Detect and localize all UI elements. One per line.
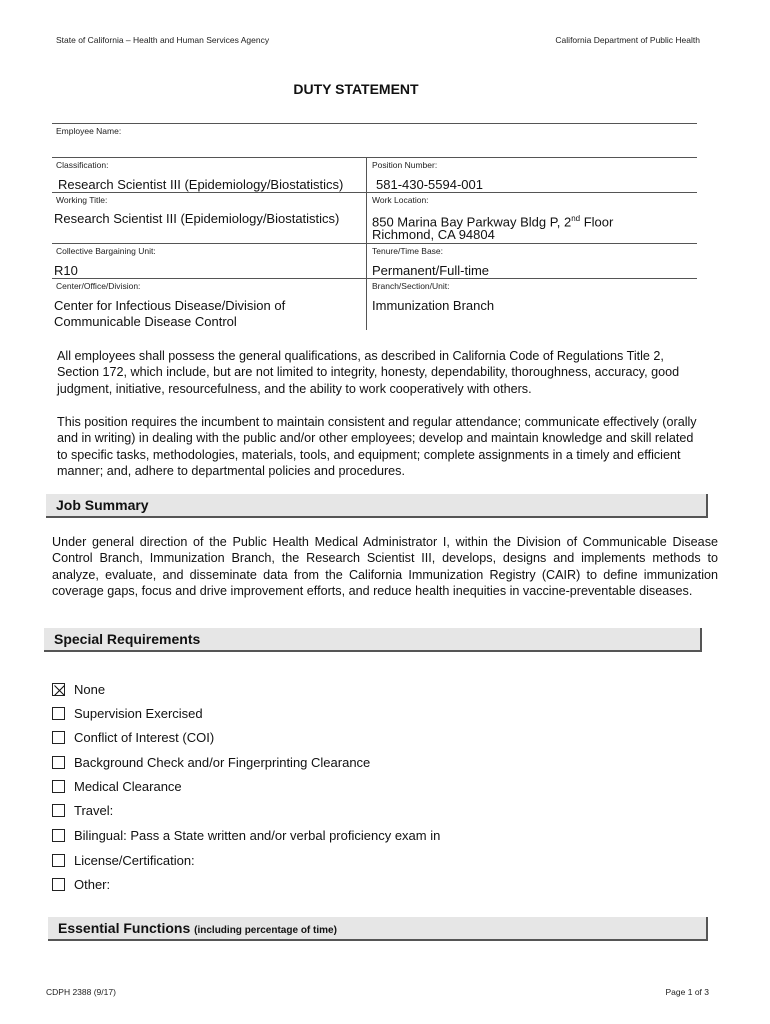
branch-value: Immunization Branch [372,298,495,313]
classification-label: Classification: [56,160,109,170]
checkbox-label: Supervision Exercised [74,705,203,721]
checkbox-unchecked-icon[interactable] [52,854,65,867]
checkbox-bilingual[interactable] [52,826,440,844]
checkbox-unchecked-icon[interactable] [52,707,65,720]
special-requirements-heading: Special Requirements [44,628,702,652]
checkbox-checked-icon[interactable] [52,683,65,696]
checkbox-label: Travel: [74,802,114,818]
checkbox-label: Conflict of Interest (COI) [74,729,215,745]
job-summary-text: Under general direction of the Public Health Medical Administrator I, within the Division of Communicable Disease Control Branch, Immunization Branch, the Research Scientist III, develops, designs and implements methods to analyze, evaluate, and disseminate data from the California Immunization Registry (CAIR) to define immunization coverage gaps, focus and drive improvement efforts, and reduce health inequities in vaccine-preventable diseases. [52,535,718,599]
checkbox-unchecked-icon[interactable] [52,756,65,769]
checkbox-travel[interactable] [52,801,113,819]
tenure-value: Permanent/Full-time [372,263,490,278]
essential-functions-heading: Essential Functions (including percentage of time) [48,917,708,941]
checkbox-unchecked-icon[interactable] [52,878,65,891]
center-value-line1: Center for Infectious Disease/Division of [54,298,286,313]
intro-paragraph-1: All employees shall possess the general qualifications, as described in California Code of Regulations Title 2, Section 172, which include, but are not limited to integrity, honesty, dependability, thoroughness, accuracy, good judgment, initiative, resourcefulness, and the ability to work cooperatively with others. [57,349,680,396]
work-location-value-line2: Richmond, CA 94804 [372,227,495,242]
checkbox-medical-clearance[interactable] [52,777,182,795]
tenure-label: Tenure/Time Base: [372,246,444,256]
position-number-label: Position Number: [372,160,438,170]
checkbox-label: Bilingual: Pass a State written and/or verbal proficiency exam in [74,827,441,843]
bargaining-unit-label: Collective Bargaining Unit: [56,246,156,256]
checkbox-supervision-exercised[interactable] [52,704,203,722]
checkbox-other[interactable] [52,875,110,893]
checkbox-label: None [74,681,106,697]
checkbox-label: License/Certification: [74,852,195,868]
header-department: California Department of Public Health [555,35,700,45]
checkbox-label: Other: [74,876,111,892]
work-location-value-line1: 850 Marina Bay Parkway Bldg P, 2nd Floor [372,214,614,230]
classification-value: Research Scientist III (Epidemiology/Biostatistics) [58,177,344,192]
intro-paragraph-2: This position requires the incumbent to maintain consistent and regular attendance; communicate effectively (orally and in writing) in dealing with the public and/or other employees; develop and maintain knowledge and skill related to specific tasks, methodologies, materials, tools, and equipment; complete assignments in a timely and efficient manner; and, adhere to departmental policies and procedures. [57,415,697,479]
checkbox-none[interactable] [52,680,105,698]
checkbox-conflict-of-interest[interactable] [52,728,214,746]
checkbox-unchecked-icon[interactable] [52,731,65,744]
employee-name-label: Employee Name: [56,126,122,136]
checkbox-label: Background Check and/or Fingerprinting Clearance [74,754,371,770]
branch-label: Branch/Section/Unit: [372,281,450,291]
checkbox-label: Medical Clearance [74,778,182,794]
center-value-line2: Communicable Disease Control [54,314,237,329]
divider [52,123,697,124]
working-title-value: Research Scientist III (Epidemiology/Biostatistics) [54,211,340,226]
checkbox-unchecked-icon[interactable] [52,780,65,793]
divider [52,278,697,279]
divider [52,243,697,244]
work-location-label: Work Location: [372,195,429,205]
footer-page-number: Page 1 of 3 [665,987,709,997]
position-number-value: 581-430-5594-001 [376,177,483,192]
checkbox-background-check[interactable] [52,753,370,771]
checkbox-unchecked-icon[interactable] [52,804,65,817]
footer-form-id: CDPH 2388 (9/17) [46,987,116,997]
bargaining-unit-value: R10 [54,263,78,278]
center-label: Center/Office/Division: [56,281,141,291]
divider [52,192,697,193]
document-title: DUTY STATEMENT [293,81,419,97]
checkbox-unchecked-icon[interactable] [52,829,65,842]
job-summary-heading: Job Summary [46,494,708,518]
checkbox-license-certification[interactable] [52,851,195,869]
working-title-label: Working Title: [56,195,108,205]
header-agency: State of California – Health and Human Services Agency [56,35,270,45]
divider [52,157,697,158]
